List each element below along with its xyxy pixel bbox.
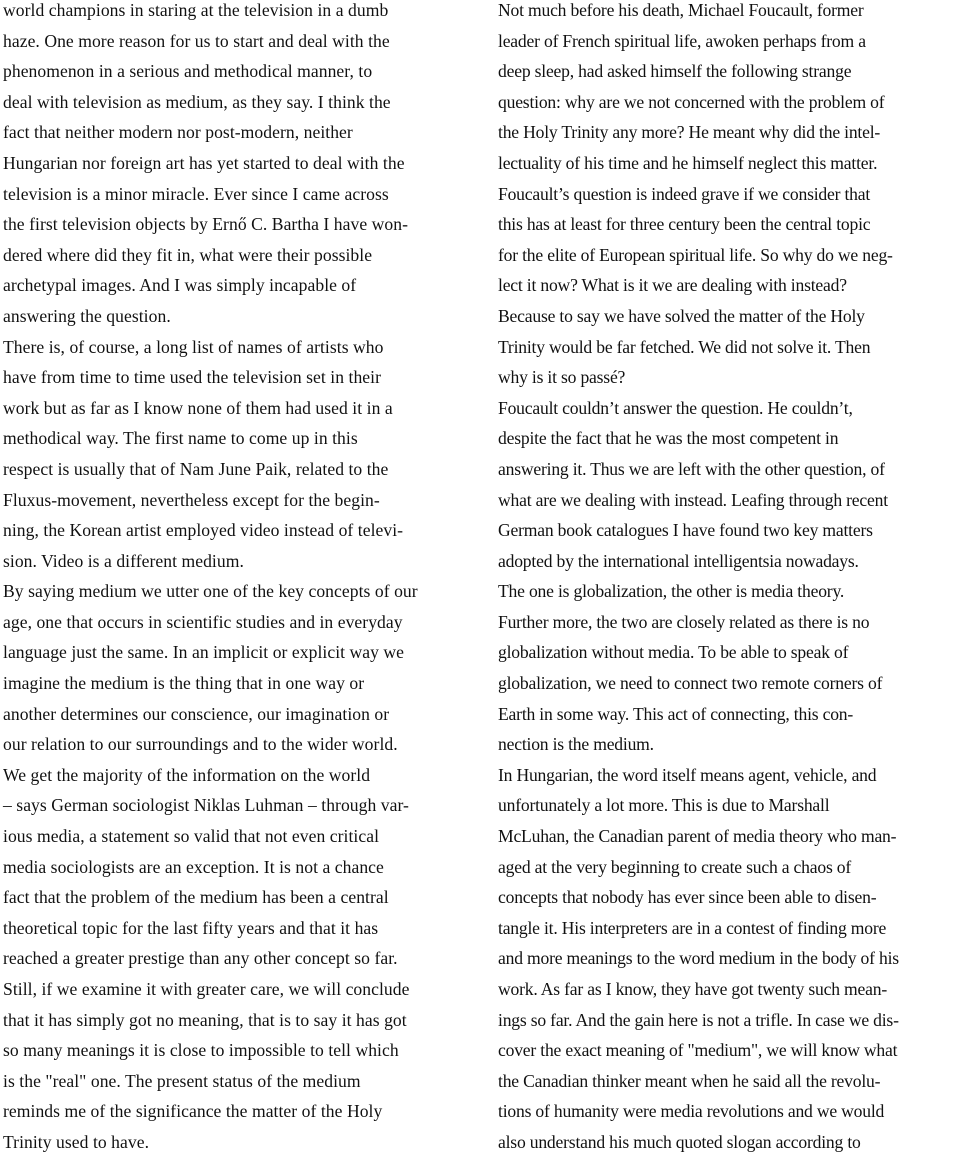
text-line: age, one that occurs in scientific studies and in everyday <box>3 611 403 632</box>
text-line: this has at least for three century been the central topic <box>498 214 871 235</box>
text-line: another determines our conscience, our imagination or <box>3 703 390 724</box>
text-line: respect is usually that of Nam June Paik, related to the <box>3 458 389 479</box>
text-line: also understand his much quoted slogan according to <box>498 1131 861 1152</box>
text-line: By saying medium we utter one of the key concepts of our <box>3 581 418 602</box>
text-line: globalization, we need to connect two remote corners of <box>498 673 883 694</box>
text-line: theoretical topic for the last fifty years and that it has <box>3 917 379 938</box>
text-line: so many meanings it is close to impossible to tell which <box>3 1040 399 1061</box>
text-line: adopted by the international intelligentsia nowadays. <box>498 550 859 571</box>
text-line: In Hungarian, the word itself means agent, vehicle, and <box>498 764 877 785</box>
text-line: cover the exact meaning of "medium", we will know what <box>498 1040 898 1061</box>
text-line: archetypal images. And I was simply incapable of <box>3 275 357 296</box>
text-line: Still, if we examine it with greater care, we will conclude <box>3 979 410 999</box>
text-line: what are we dealing with instead. Leafing through recent <box>498 489 888 510</box>
text-line: leader of French spiritual life, awoken perhaps from a <box>498 30 866 51</box>
text-line: the Holy Trinity any more? He meant why did the intel- <box>498 122 881 143</box>
text-line: Foucault’s question is indeed grave if we consider that <box>498 183 871 204</box>
text-line: Further more, the two are closely related as there is no <box>498 611 870 632</box>
text-line: fact that neither modern nor post-modern, neither <box>3 122 353 143</box>
text-line: The one is globalization, the other is media theory. <box>498 581 845 602</box>
text-line: despite the fact that he was the most competent in <box>498 428 839 449</box>
text-line: imagine the medium is the thing that in one way or <box>3 673 365 694</box>
text-line: tions of humanity were media revolutions and we would <box>498 1101 885 1122</box>
text-line: haze. One more reason for us to start and deal with the <box>3 30 390 51</box>
text-line: Trinity used to have. <box>3 1131 150 1152</box>
text-line: reached a greater prestige than any other concept so far. <box>3 948 398 969</box>
text-line: unfortunately a lot more. This is due to Marshall <box>498 795 830 816</box>
text-line: deal with television as medium, as they say. I think the <box>3 91 391 112</box>
text-line: There is, of course, a long list of names of artists who <box>3 336 384 357</box>
text-line: Earth in some way. This act of connecting, this con- <box>498 703 854 724</box>
text-line: dered where did they fit in, what were their possible <box>3 244 373 265</box>
text-line: is the "real" one. The present status of the medium <box>3 1070 361 1091</box>
text-line: work but as far as I know none of them had used it in a <box>3 397 393 418</box>
text-line: why is it so passé? <box>498 367 626 388</box>
left-text-column <box>3 0 475 1158</box>
text-line: lect it now? What is it we are dealing with instead? <box>498 275 847 296</box>
text-line: answering the question. <box>3 305 171 326</box>
text-line: question: why are we not concerned with the problem of <box>498 91 885 112</box>
text-line: Hungarian nor foreign art has yet started to deal with the <box>3 152 405 173</box>
text-line: Not much before his death, Michael Foucault, former <box>498 0 864 20</box>
text-line: – says German sociologist Niklas Luhman – through var- <box>3 795 409 816</box>
text-line: the Canadian thinker meant when he said all the revolu- <box>498 1070 881 1091</box>
text-line: ning, the Korean artist employed video instead of televi- <box>3 520 404 541</box>
text-line: reminds me of the significance the matter of the Holy <box>3 1101 383 1122</box>
text-line: McLuhan, the Canadian parent of media theory who man- <box>498 826 897 847</box>
text-line: ious media, a statement so valid that not even critical <box>3 826 380 847</box>
text-line: work. As far as I know, they have got twenty such mean- <box>498 979 887 999</box>
text-line: tangle it. His interpreters are in a contest of finding more <box>498 917 887 938</box>
text-line: for the elite of European spiritual life. So why do we neg- <box>498 244 893 265</box>
text-line: German book catalogues I have found two key matters <box>498 520 873 541</box>
text-line: globalization without media. To be able to speak of <box>498 642 849 663</box>
text-line: ings so far. And the gain here is not a trifle. In case we dis- <box>498 1009 899 1030</box>
text-line: language just the same. In an implicit or explicit way we <box>3 642 405 663</box>
text-line: sion. Video is a different medium. <box>3 550 244 571</box>
text-line: have from time to time used the television set in their <box>3 367 381 388</box>
text-line: phenomenon in a serious and methodical manner, to <box>3 61 373 82</box>
text-line: Trinity would be far fetched. We did not solve it. Then <box>498 336 871 357</box>
text-line: aged at the very beginning to create such a chaos of <box>498 856 852 877</box>
text-line: concepts that nobody has ever since been able to disen- <box>498 887 877 908</box>
text-line: that it has simply got no meaning, that is to say it has got <box>3 1009 407 1030</box>
right-text-column <box>498 0 958 1158</box>
text-line: nection is the medium. <box>498 734 654 755</box>
text-line: Fluxus-movement, nevertheless except for the begin- <box>3 489 380 510</box>
text-line: media sociologists are an exception. It is not a chance <box>3 856 384 877</box>
text-line: fact that the problem of the medium has been a central <box>3 887 389 908</box>
text-line: Because to say we have solved the matter of the Holy <box>498 305 865 326</box>
text-line: We get the majority of the information on the world <box>3 764 371 785</box>
text-line: lectuality of his time and he himself neglect this matter. <box>498 152 878 173</box>
text-line: television is a minor miracle. Ever since I came across <box>3 183 389 204</box>
text-line: methodical way. The first name to come up in this <box>3 428 358 449</box>
text-line: world champions in staring at the television in a dumb <box>3 0 389 20</box>
text-line: answering it. Thus we are left with the other question, of <box>498 458 885 479</box>
text-line: and more meanings to the word medium in the body of his <box>498 948 899 969</box>
text-line: Foucault couldn’t answer the question. He couldn’t, <box>498 397 853 418</box>
text-line: the first television objects by Ernő C. Bartha I have won- <box>3 214 409 235</box>
text-line: our relation to our surroundings and to the wider world. <box>3 734 398 755</box>
text-line: deep sleep, had asked himself the following strange <box>498 61 852 82</box>
